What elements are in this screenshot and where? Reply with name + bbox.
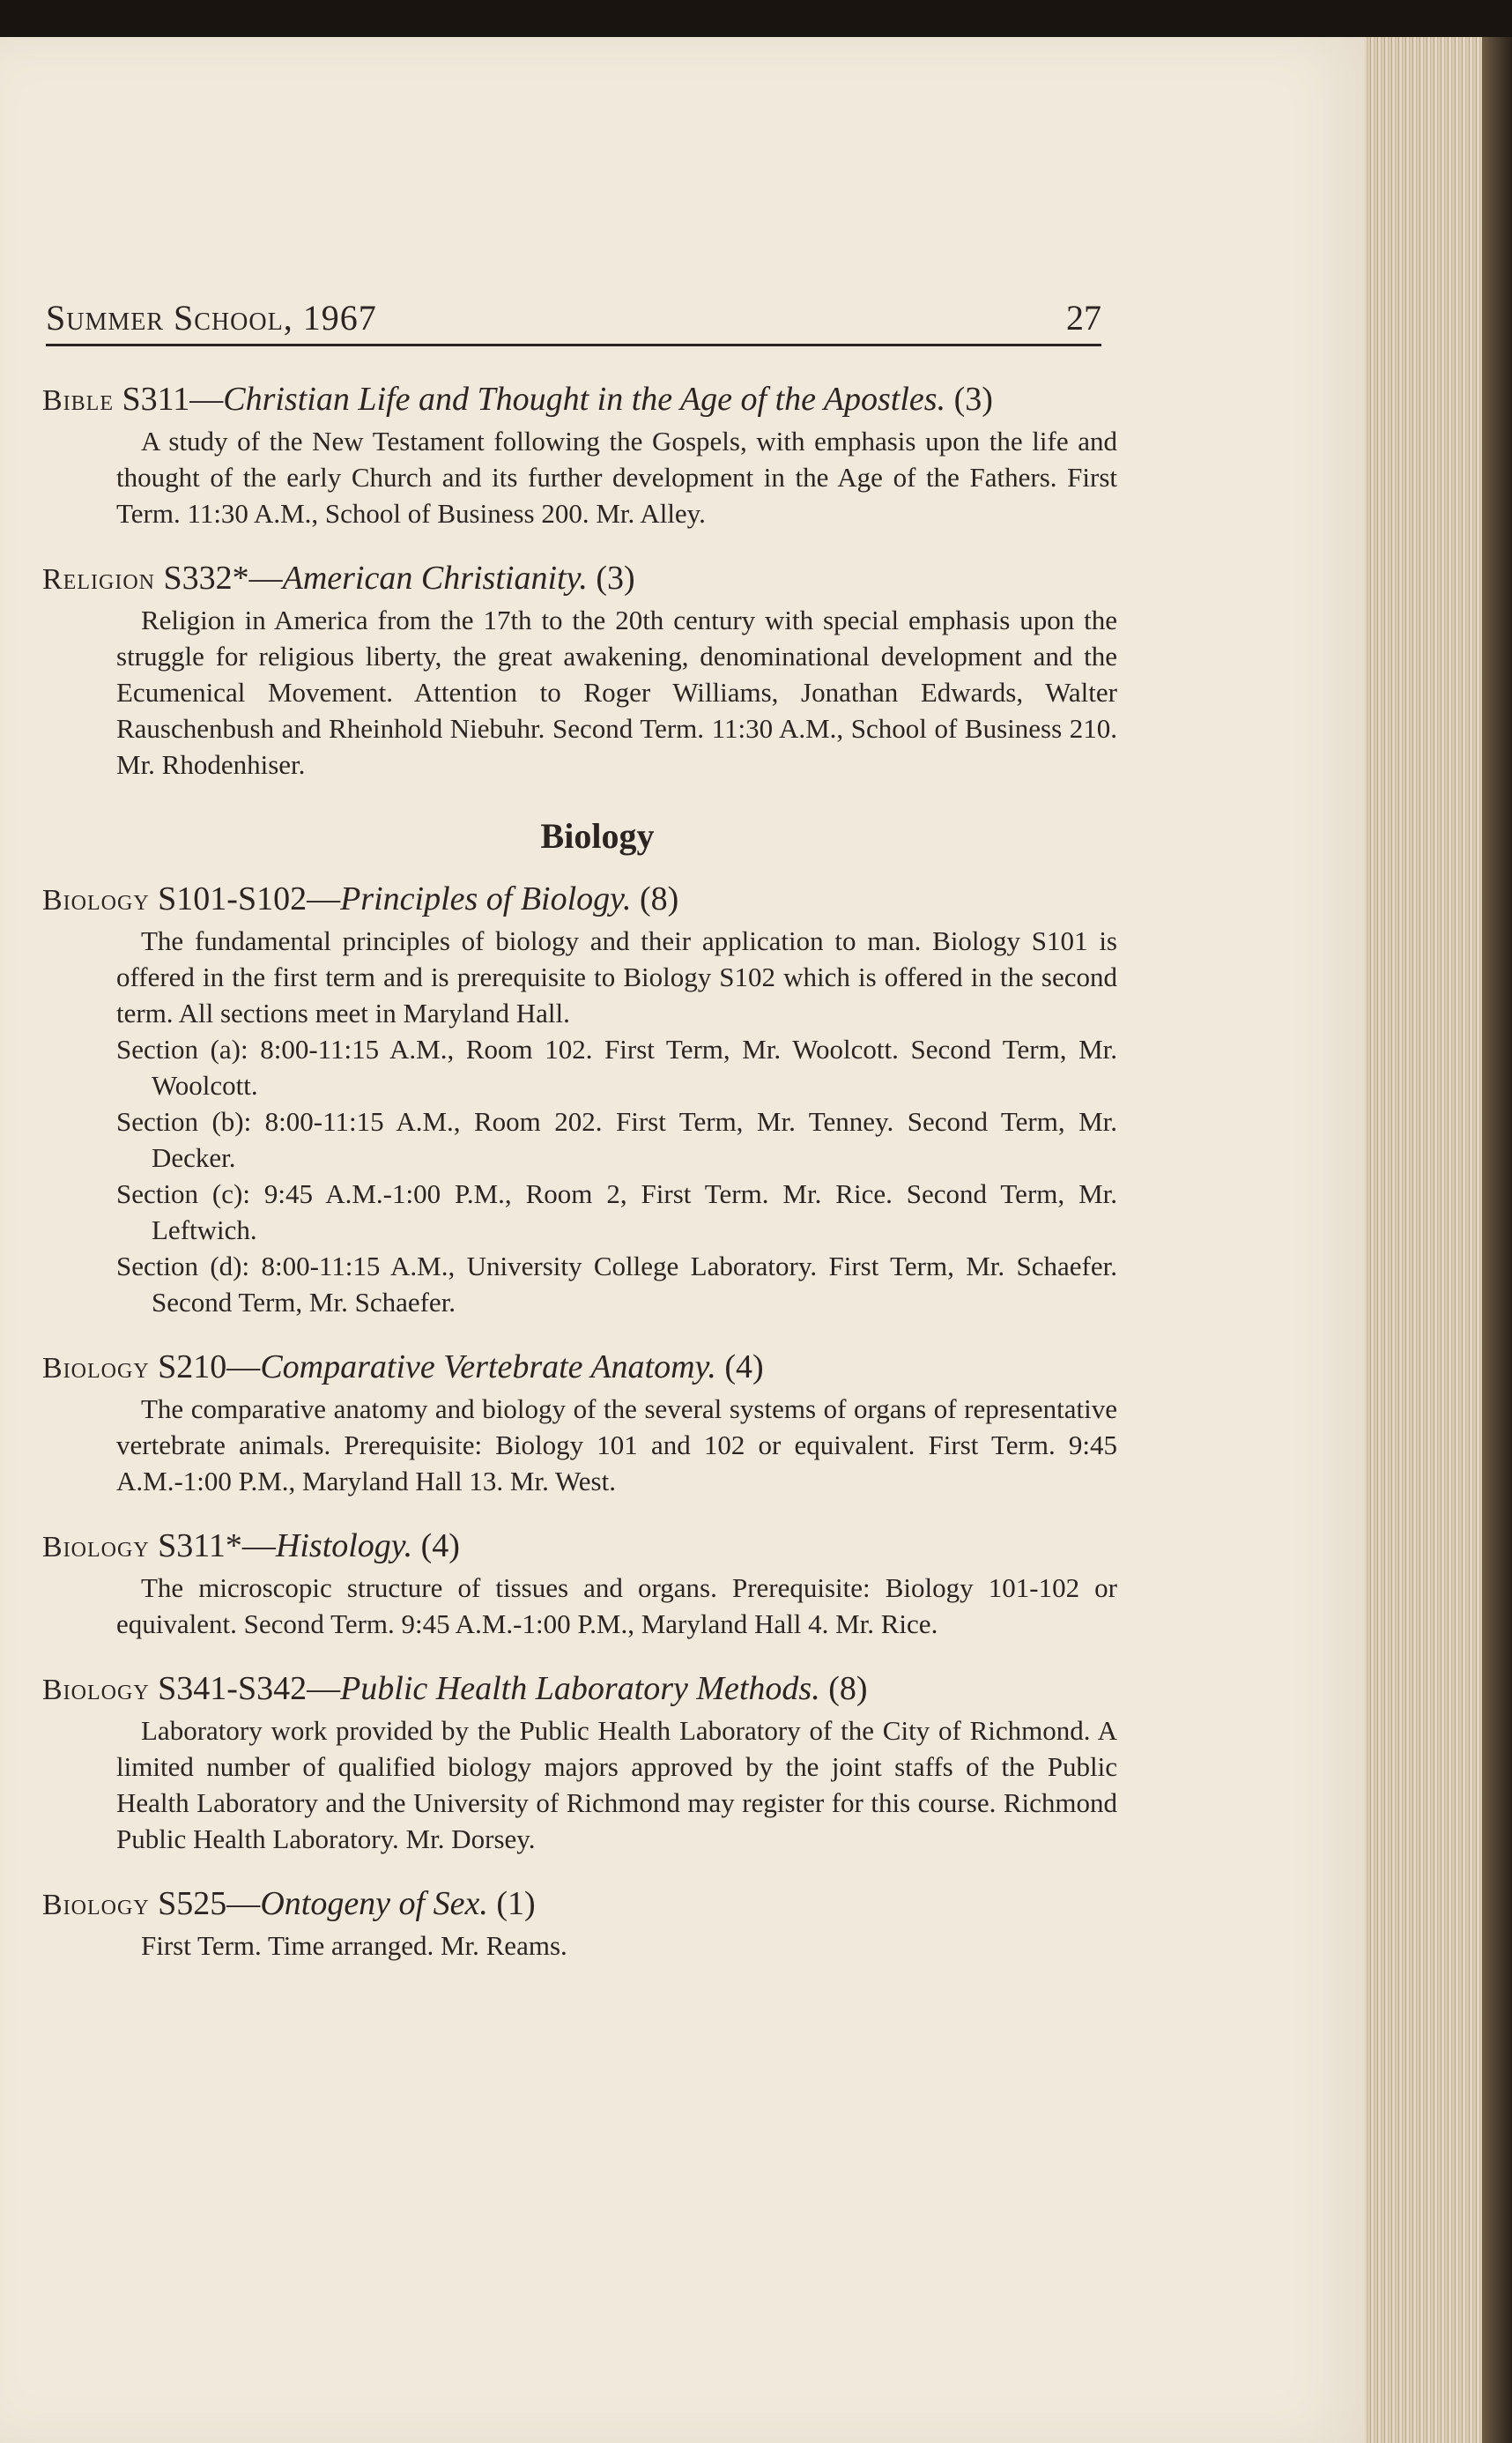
course-credits: (4)	[724, 1348, 764, 1385]
running-head-title: Summer School, 1967	[46, 298, 377, 338]
course-dept: Bible	[42, 384, 114, 417]
course-dept: Biology	[42, 884, 150, 917]
page-number: 27	[1066, 298, 1101, 338]
course-description-block	[42, 1927, 1117, 1964]
course-title: American Christianity.	[282, 560, 588, 597]
course-description-block	[42, 923, 1117, 1320]
course-description: The microscopic structure of tissues and organs. Prerequisite: Biology 101-102 or equivalent. Second Term. 9:45 A.M.-1:00 P.M., Maryland Hall 4. Mr. Rice.	[116, 1572, 1117, 1639]
course-entry	[42, 1524, 1117, 1642]
course-description-block	[42, 1712, 1117, 1857]
course-number: S525—	[158, 1885, 261, 1922]
course-number: S332*—	[163, 560, 283, 597]
course-section: Section (a): 8:00-11:15 A.M., Room 102. First Term, Mr. Woolcott. Second Term, Mr. Woolcott.	[116, 1034, 1117, 1101]
course-entry	[42, 556, 1117, 783]
course-description: A study of the New Testament following the Gospels, with emphasis upon the life and thought of the early Church and its further development in the Age of the Fathers. First Term. 11:30 A.M., School of Business 200. Mr. Alley.	[116, 426, 1117, 529]
course-credits: (4)	[420, 1527, 460, 1564]
course-title: Christian Life and Thought in the Age of the Apostles.	[223, 381, 946, 418]
section-heading: Biology	[540, 816, 655, 856]
course-description-block	[42, 602, 1117, 783]
course-credits: (3)	[596, 560, 635, 597]
course-credits: (8)	[828, 1670, 868, 1707]
course-entry	[42, 1882, 1117, 1964]
course-title: Comparative Vertebrate Anatomy.	[260, 1348, 716, 1385]
course-dept: Biology	[42, 1889, 150, 1921]
course-heading	[42, 1345, 1117, 1391]
course-entry	[42, 377, 1117, 531]
course-description-block	[42, 1391, 1117, 1499]
course-title: Histology.	[275, 1527, 413, 1564]
course-dept: Biology	[42, 1674, 150, 1706]
page-edges	[1364, 37, 1512, 2443]
course-description: Laboratory work provided by the Public Health Laboratory of the City of Richmond. A limited number of qualified biology majors approved by the joint staffs of the Public Health Laboratory and the University of Richmond may register for this course. Richmond Public Health Laboratory. Mr. Dorsey.	[116, 1715, 1117, 1854]
course-description: The comparative anatomy and biology of the several systems of organs of representative vertebrate animals. Prerequisite: Biology 101 and 102 or equivalent. First Term. 9:45 A.M.-1:00 P.M., Maryland Hall 13. Mr. West.	[116, 1393, 1117, 1496]
course-credits: (8)	[639, 880, 679, 917]
course-description: First Term. Time arranged. Mr. Reams.	[141, 1930, 567, 1961]
course-dept: Biology	[42, 1531, 150, 1563]
course-heading	[42, 1524, 1117, 1570]
course-entry	[42, 1667, 1117, 1857]
scan-top-border	[0, 0, 1512, 37]
page-content	[42, 377, 1117, 1988]
course-title: Public Health Laboratory Methods.	[340, 1670, 820, 1707]
course-title: Ontogeny of Sex.	[260, 1885, 488, 1922]
course-dept: Religion	[42, 563, 155, 596]
course-dept: Biology	[42, 1352, 150, 1385]
running-head	[46, 293, 1101, 346]
course-entry	[42, 877, 1117, 1320]
course-description: Religion in America from the 17th to the 20th century with special emphasis upon the struggle for religious liberty, the great awakening, denominational development and the Ecumenical Movement. Attention to Roger Williams, Jonathan Edwards, Walter Rauschenbush and Rheinhold Niebuhr. Second Term. 11:30 A.M., School of Business 210. Mr. Rhodenhiser.	[116, 605, 1117, 780]
course-heading	[42, 377, 1117, 423]
course-heading	[42, 556, 1117, 602]
course-entry	[42, 1345, 1117, 1499]
course-section: Section (b): 8:00-11:15 A.M., Room 202. First Term, Mr. Tenney. Second Term, Mr. Decker.	[116, 1106, 1117, 1173]
course-number: S311*—	[158, 1527, 276, 1564]
course-heading	[42, 877, 1117, 923]
course-credits: (1)	[496, 1885, 536, 1922]
course-number: S341-S342—	[158, 1670, 341, 1707]
course-description: The fundamental principles of biology and their application to man. Biology S101 is offered in the first term and is prerequisite to Biology S102 which is offered in the second term. All sections meet in Maryland Hall.	[116, 925, 1117, 1028]
course-heading	[42, 1667, 1117, 1712]
course-description-block	[42, 423, 1117, 531]
course-title: Principles of Biology.	[340, 880, 632, 917]
course-description-block	[42, 1570, 1117, 1642]
course-number: S311—	[122, 381, 224, 418]
course-number: S210—	[158, 1348, 261, 1385]
course-credits: (3)	[953, 381, 993, 418]
course-heading	[42, 1882, 1117, 1927]
course-number: S101-S102—	[158, 880, 341, 917]
course-section: Section (c): 9:45 A.M.-1:00 P.M., Room 2, First Term. Mr. Rice. Second Term, Mr. Leftwich.	[116, 1178, 1117, 1245]
course-section: Section (d): 8:00-11:15 A.M., University College Laboratory. First Term, Mr. Schaefer. Second Term, Mr. Schaefer.	[116, 1251, 1117, 1318]
